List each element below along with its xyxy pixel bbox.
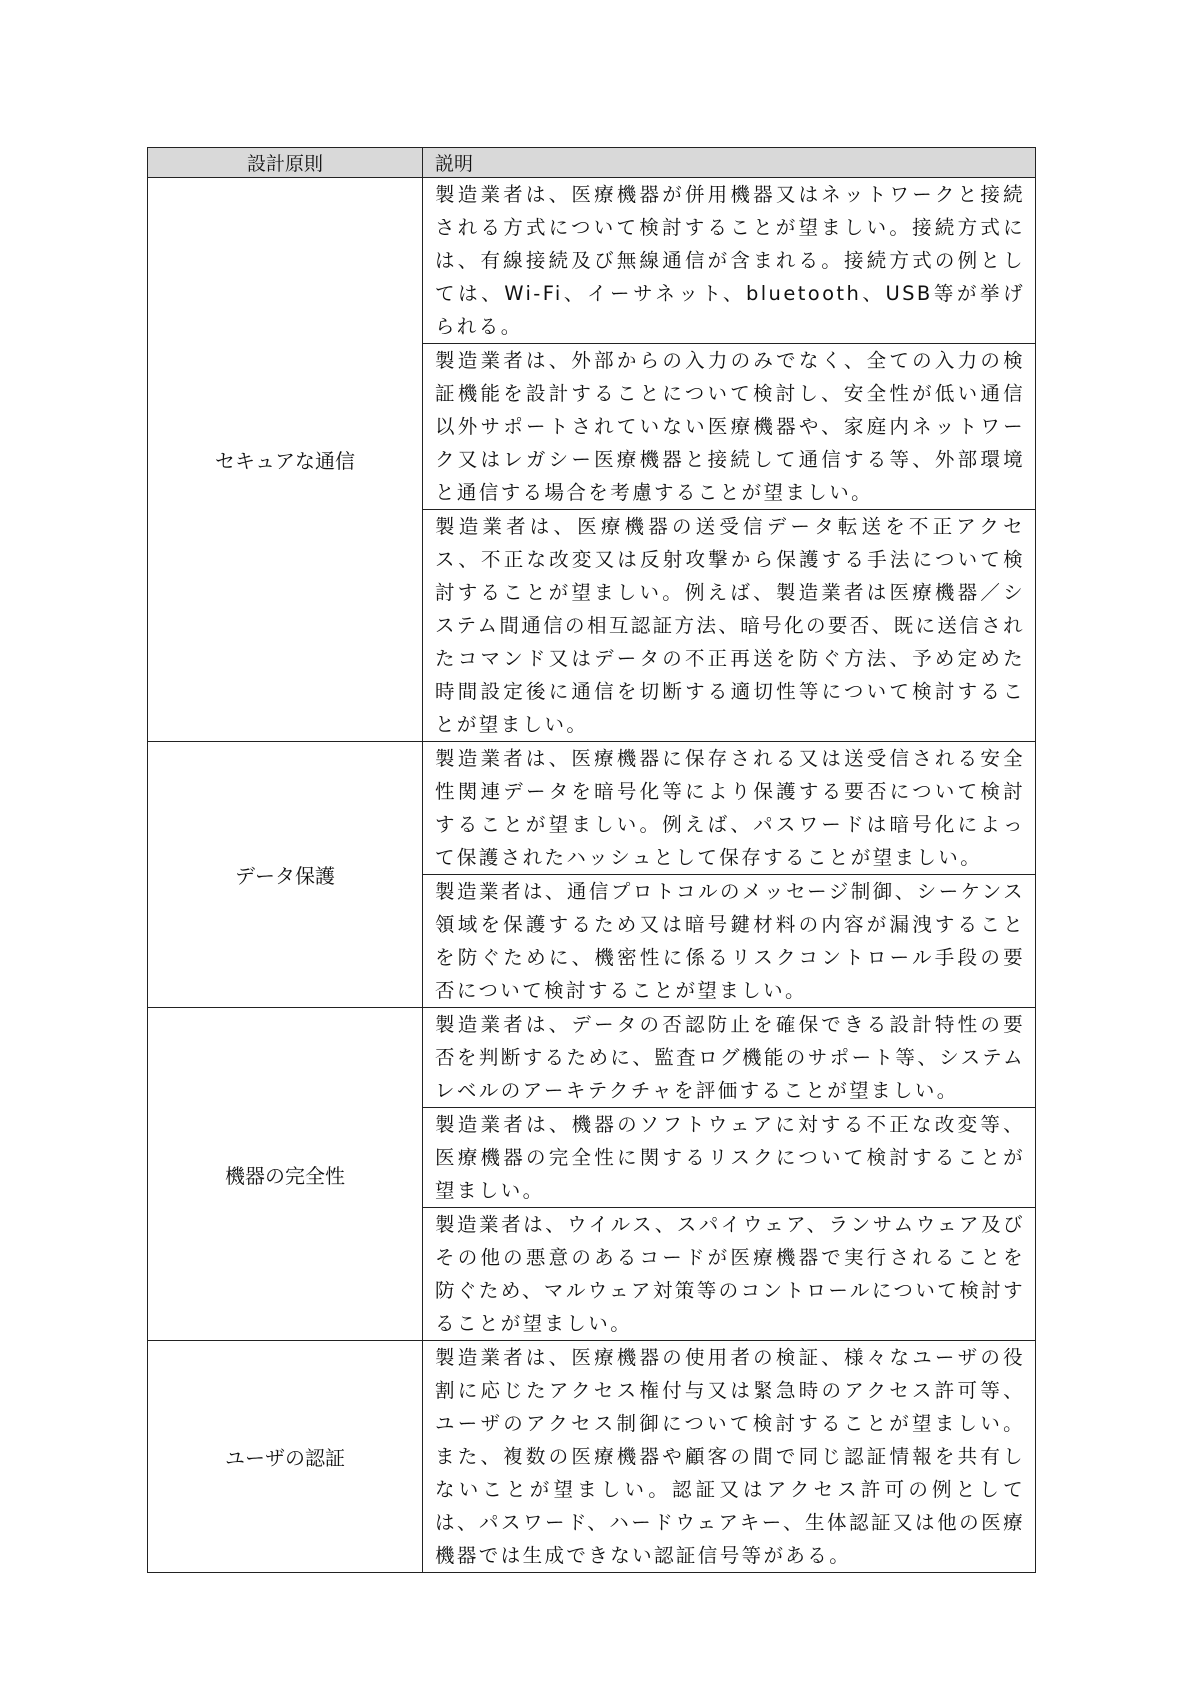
design-principles-table xyxy=(147,147,1036,1573)
description-cell: 製造業者は、外部からの入力のみでなく、全ての入力の検証機能を設計することについて検討し、安全性が低い通信以外サポートされていない医療機器や、家庭内ネットワーク又はレガシー医療機器と接続して通信する等、外部環境と通信する場合を考慮することが望ましい。 xyxy=(423,344,1036,510)
header-principle: 設計原則 xyxy=(148,148,423,178)
description-cell: 製造業者は、ウイルス、スパイウェア、ランサムウェア及びその他の悪意のあるコードが医療機器で実行されることを防ぐため、マルウェア対策等のコントロールについて検討することが望ましい。 xyxy=(423,1208,1036,1341)
description-cell: 製造業者は、医療機器に保存される又は送受信される安全性関連データを暗号化等により保護する要否について検討することが望ましい。例えば、パスワードは暗号化によって保護されたハッシュとして保存することが望ましい。 xyxy=(423,742,1036,875)
table-row xyxy=(148,1008,1036,1108)
table-row xyxy=(148,1341,1036,1573)
table-header-row xyxy=(148,148,1036,178)
header-description: 説明 xyxy=(423,148,1036,178)
principle-data-protection: データ保護 xyxy=(148,742,423,1008)
principle-user-authentication: ユーザの認証 xyxy=(148,1341,423,1573)
description-cell: 製造業者は、医療機器の送受信データ転送を不正アクセス、不正な改変又は反射攻撃から保護する手法について検討することが望ましい。例えば、製造業者は医療機器／システム間通信の相互認証方法、暗号化の要否、既に送信されたコマンド又はデータの不正再送を防ぐ方法、予め定めた時間設定後に通信を切断する適切性等について検討することが望ましい。 xyxy=(423,510,1036,742)
description-cell: 製造業者は、機器のソフトウェアに対する不正な改変等、医療機器の完全性に関するリスクについて検討することが望ましい。 xyxy=(423,1108,1036,1208)
description-cell: 製造業者は、データの否認防止を確保できる設計特性の要否を判断するために、監査ログ機能のサポート等、システムレベルのアーキテクチャを評価することが望ましい。 xyxy=(423,1008,1036,1108)
description-cell: 製造業者は、通信プロトコルのメッセージ制御、シーケンス領域を保護するため又は暗号鍵材料の内容が漏洩することを防ぐために、機密性に係るリスクコントロール手段の要否について検討することが望ましい。 xyxy=(423,875,1036,1008)
table-row xyxy=(148,742,1036,875)
table-row xyxy=(148,178,1036,344)
principle-secure-communication: セキュアな通信 xyxy=(148,178,423,742)
description-cell: 製造業者は、医療機器の使用者の検証、様々なユーザの役割に応じたアクセス権付与又は緊急時のアクセス許可等、ユーザのアクセス制御について検討することが望ましい。また、複数の医療機器や顧客の間で同じ認証情報を共有しないことが望ましい。認証又はアクセス許可の例としては、パスワード、ハードウェアキー、生体認証又は他の医療機器では生成できない認証信号等がある。 xyxy=(423,1341,1036,1573)
principle-device-integrity: 機器の完全性 xyxy=(148,1008,423,1341)
description-cell: 製造業者は、医療機器が併用機器又はネットワークと接続される方式について検討することが望ましい。接続方式には、有線接続及び無線通信が含まれる。接続方式の例としては、Wi-Fi、イーサネット、bluetooth、USB等が挙げられる。 xyxy=(423,178,1036,344)
